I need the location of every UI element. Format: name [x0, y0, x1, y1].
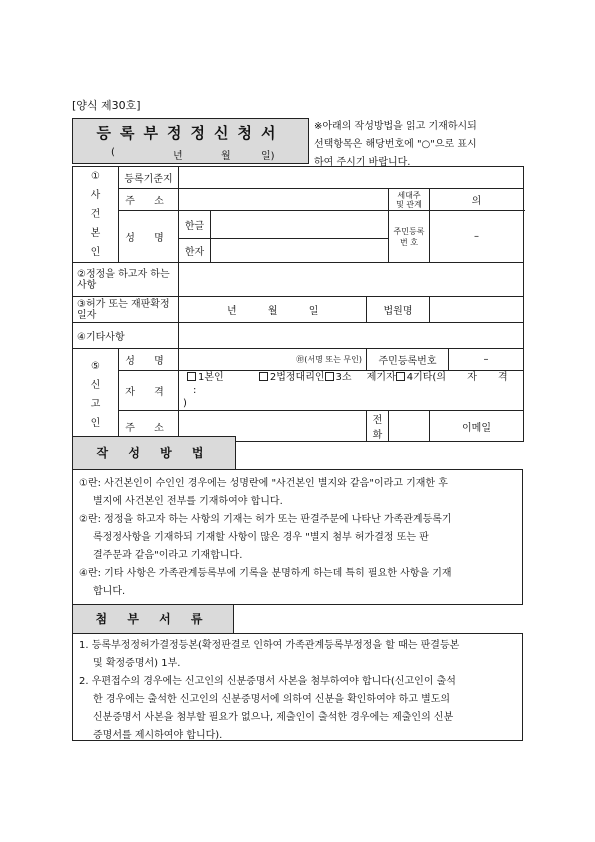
checkbox-icon: [187, 372, 196, 381]
household-field[interactable]: [430, 189, 524, 211]
attachment-item: 2. 우편접수의 경우에는 신고인의 신분증명서 사본을 첨부하여야 합니다(신고인이 출석: [79, 676, 456, 687]
section4-label: ④기타사항: [73, 323, 179, 349]
title-box: [72, 118, 309, 164]
applicant-resident-field[interactable]: –: [449, 349, 524, 371]
household-suffix: 의: [471, 196, 482, 207]
qualification-label: 자 격: [119, 371, 179, 411]
section3-date-field[interactable]: 년 월 일: [179, 297, 367, 323]
hanja-name-field[interactable]: [211, 239, 389, 263]
email-label: 이메일: [430, 411, 524, 442]
option-other[interactable]: 4기타(의: [396, 372, 446, 383]
address-label: 주 소: [119, 189, 179, 211]
option-legal-rep[interactable]: 2법정대리인: [259, 372, 325, 383]
household-label: 세대주 및 관계: [389, 189, 430, 211]
reg-base-field[interactable]: [179, 167, 524, 189]
name-label: 성 명: [119, 211, 179, 263]
attachments-box: 1. 등록부정정허가결정등본(확정판결로 인하여 가족관계등록부정정을 할 때는 판결등본 및 확정증명서) 1부. 2. 우편접수의 경우에는 신고인의 신분증명서 사본을 첨부하여야 합니다(신고인이 출석 한 경우에는 출석한 신고인의 신분증명서에 의하여 신분을 확인하여야 하고 별도의 신분증명서 사본을 첨부할 필요가 없으나, 제출인이 출석한 경우에는 제출인의 신분 증명서를 제시하여야 합니다).: [72, 633, 523, 741]
notice-line: 선택항목은 해당번호에 "○"으로 표시: [314, 139, 477, 150]
phone-field[interactable]: [389, 411, 430, 442]
instruction-item: ①란: 사건본인이 수인인 경우에는 성명란에 "사건본인 별지와 같음"이라고 기재한 후: [79, 478, 448, 489]
court-field[interactable]: [430, 297, 524, 323]
date-year: 년: [173, 151, 183, 162]
court-label: 법원명: [367, 297, 430, 323]
section3-label: ③허가 또는 재판확정일자: [73, 297, 179, 323]
form-number: [양식 제30호]: [72, 99, 141, 112]
date-month: 월: [221, 151, 231, 162]
notice-line: ※아래의 작성방법을 읽고 기재하시되: [314, 121, 477, 132]
section2-field[interactable]: [179, 263, 524, 297]
checkbox-icon: [325, 372, 334, 381]
instructions-heading: 작 성 방 법: [72, 436, 236, 470]
hanja-label: 한자: [179, 239, 211, 263]
option-litigant[interactable]: 3소: [325, 372, 352, 383]
sign-mark: ㊞(서명 또는 무인): [296, 355, 362, 364]
date-open: (: [111, 147, 115, 158]
resident-no-field[interactable]: –: [430, 211, 524, 263]
attachment-item: 1. 등록부정정허가결정등본(확정판결로 인하여 가족관계등록부정정을 할 때는 판결등본: [79, 640, 460, 651]
hangul-name-field[interactable]: [211, 211, 389, 239]
applicant-address-label: 주 소: [119, 411, 179, 442]
section4-field[interactable]: [179, 323, 524, 349]
checkbox-icon: [259, 372, 268, 381]
section5-label: ⑤ 신 고 인: [73, 349, 119, 442]
qualification-options[interactable]: 1본인 2법정대리인 3소 제기자 4기타(의 자 격 : ): [179, 371, 524, 411]
phone-label: 전화: [367, 411, 389, 442]
instruction-item: ④란: 기타 사항은 가족관계등록부에 기록을 분명하게 하는데 특히 필요한 사항을 기재: [79, 568, 452, 579]
date-day: 일): [261, 151, 275, 162]
section2-label: ②정정을 하고자 하는 사항: [73, 263, 179, 297]
reg-base-label: 등록기준지: [119, 167, 179, 189]
form-title: 등록부정정신청서: [96, 124, 285, 142]
applicant-name-field[interactable]: [179, 349, 367, 371]
resident-no-label: 주민등록 번 호: [389, 211, 430, 263]
section1-label: ① 사 건 본 인: [73, 167, 119, 263]
checkbox-icon: [396, 372, 405, 381]
notice-line: 하여 주시기 바랍니다.: [314, 157, 411, 168]
address-field[interactable]: [179, 189, 389, 211]
attachments-heading: 첨 부 서 류: [72, 604, 234, 634]
hangul-label: 한글: [179, 211, 211, 239]
applicant-resident-label: 주민등록번호: [367, 349, 449, 371]
instruction-item: ②란: 정정을 하고자 하는 사항의 기재는 허가 또는 판결주문에 나타난 가족관계등록기: [79, 514, 452, 525]
notice: [314, 118, 526, 172]
applicant-name-label: 성 명: [119, 349, 179, 371]
instructions-box: ①란: 사건본인이 수인인 경우에는 성명란에 "사건본인 별지와 같음"이라고 기재한 후 별지에 사건본인 전부를 기재하여야 합니다. ②란: 정정을 하고자 하는 사항의 기재는 허가 또는 판결주문에 나타난 가족관계등록기 록정정사항을 기재하되 기재할 사항이 많은 경우 "별지 첨부 허가결정 또는 판 결주문과 같음"이라고 기재합니다. ④란: 기타 사항은 가족관계등록부에 기록을 분명하게 하는데 특히 필요한 사항을 기재 합니다.: [72, 469, 523, 605]
application-table: [72, 166, 524, 442]
option-self[interactable]: 1본인: [187, 372, 224, 383]
